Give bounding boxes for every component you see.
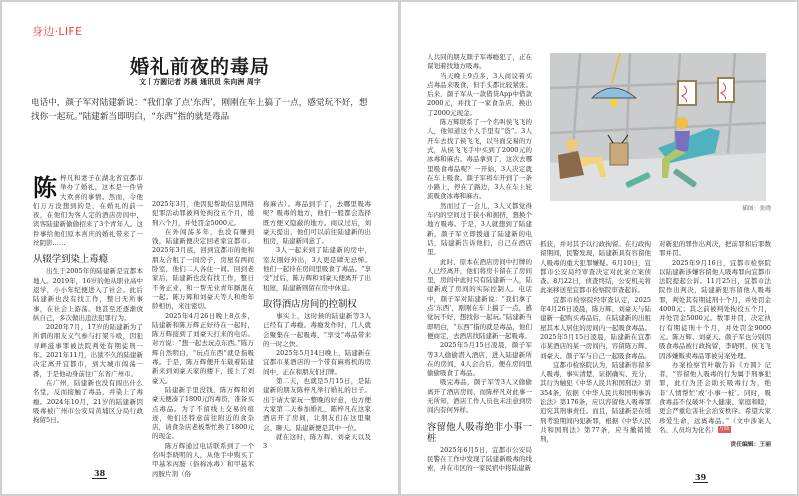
paragraph: 2025年5月14日晚上，陆建新在宜都市某酒店的一个带有麻将机的房间中，正在和朋友们打牌。 [263,349,371,376]
paragraph: 此时，原本在酒店房间中打牌的人已经离开，他们将房卡留在了房间里，房间中此时只有陆建新一人，陆建新成了房间的实际控制人。电话中，颜子军对陆建新说：“我们拿了点‘东西’，刚刚在车上搞了一点，感觉玩不好，想找你一起玩。”陆建新当即明白，“东西”指的就是毒品，他们便商定，去酒店找陆建新一起吸毒。 [427,257,532,340]
paragraph: 2025年4月26日晚上8点多，陆建新和陈万辉正好待在一起时，陈万辉接到了刘豪天打来的电话。对方说：“想一起去玩点东西。”陈万辉自然明白，“玩点东西”就是指吸毒。于是，陈万辉便开车载着陆建新来到刘豪天家的楼下，接上了刘豪天。 [152,311,254,385]
paragraph: 出生于2005年的陆建新是宜都本地人。2019年，16岁的他从职业高中退学，小小年纪便进入了社会。此后陆建新也没有找工作，整日无所事事，在社会上游荡。他甚至还逐渐放纵自己，多次做出违法犯罪行为。 [33,267,143,322]
section-heading: 取得酒店房间的控制权 [263,298,357,310]
paragraph: 人共同的朋友颜子军毒瘾犯了，正在谋划着找地方吸毒。 [427,53,532,71]
paragraph: 陆建新手里没钱，陈万辉和刘豪天便凑了1800元的毒资，准备买点毒品。为了不留线上交易的痕迹，他们还特意前往附近的食杂店，请食杂店老板帮忙换了1800元的现金。 [152,385,254,441]
paragraph: 2025年3月，他因犯帮助信息网络犯罪活动罪被判处拘役五个月，缓刑六个月，并处罚金5000元。 [152,200,254,227]
drop-cap: 陈 [33,174,57,202]
standfirst: 电话中，颜子军对陆建新说：“我们拿了点‘东西’，刚刚在车上搞了一点，感觉玩不好，想找你一起玩。”陆建新当即明白，“东西”指的就是毒品 [31,98,368,122]
left-page [2,2,398,494]
right-page [401,2,797,494]
picture-frame [678,81,696,105]
paragraph: 2020年7月，17岁的陆建新为了所谓的朋友义气参与打架斗殴，因犯寻衅滋事罪被法院判处有期徒刑一年。2021年11月，出狱不久的陆建新决定离开宜都市，到大城市闯荡一番，于是他动身前往广东省广州市。 [33,323,143,378]
paragraph: 事实上，这时候的陆建新等3人已经有了毒瘾。毒瘾发作时，几人就会聚集在一起吸毒，“享受”毒品带来的一时之快。 [263,311,371,348]
paragraph: 陈万辉联系了一个名叫侯飞飞的人，他知道这个人手里有“货”。3人开车去找了侯飞飞，以当面交易的方式，从侯飞飞手中买到了2000元的冰毒和麻古。毒品拿到了，这次去哪里吸食毒品呢？一开始，3人决定就在车上吸食。颜子军将车开到了一条小路上，停在了路边，3人在车上轮流吸食冰毒和麻古。 [427,118,532,201]
page-number: 39 [695,472,707,482]
seated-person-head [676,117,688,129]
paragraph: 3人一起来到了陆建新的房中，室友刚好外出，3人更是肆无忌惮。他们一起待在房间里吸食了毒品。“享受”过后，陈万辉和刘豪天便离开了出租屋，陆建新则留在房中休息。 [263,246,371,292]
right-column-2 [540,240,651,445]
right-column-3 [659,240,771,449]
left-column-1 [33,174,143,425]
end-mark: 方圆 [718,426,730,433]
paragraph: 然而过了一会儿，3人又都觉得车内的空间过于狭小和拥挤，想换个地方吸毒。于是，3人就想到了陆建新，颜子军立即拨通了陆建新的电话，陆建新告诉他们，自己在酒店里。 [427,201,532,257]
paragraph: 2025年6月5日，宜都市公安局民警在工作中发现了陆建新吸毒的线索，并在市区的一家民宿中将陆建新 [427,445,532,473]
lamp-bulb [610,99,618,107]
paragraph: 称麻古）。毒品到手了，去哪里吸毒呢？吸毒的地方，他们一般都会选择既方便又隐蔽的地方。商议过后，刘豪天提出，他们可以前往陆建新的出租房，陆建新同意了。 [263,200,371,246]
paragraph: 第二天，也就是5月15日，是陆建新的朋友陈梓凡举行婚礼的日子。出于请大家玩一整晚的好意，也方便大家第二天参加婚礼，陈梓凡在这家酒店开了房间，让朋友们在这里聚会、聊天。陆建新便是其中一位。 [263,377,371,432]
page-number: 38 [94,468,106,478]
paragraph: 吸完毒品，颜子军等3人又偷偷离开了酒店房间，而陈梓凡对此事一无所知，酒店工作人员也未注意到房间内有何异样。 [427,378,532,415]
picture-frame [718,78,734,102]
old-tv [610,143,628,165]
paragraph: 在外闯荡多年，也没有赚到钱，陆建新便决定回老家宜都市。2025年3月底，回到宜都市的他和朋友合租了一间房子，房屋有两间卧室，他们二人各住一间。回到老家后，陆建新也没有找工作，整日不务正业，和一帮无业青年厮混在一起。陈万辉和刘豪天等人和他年龄相仿，来往密切。 [152,227,254,311]
paragraph: 对新犯的罪作出判决，把前罪和后罪数罪并罚。 [659,240,771,258]
left-column-3 [263,200,371,451]
article-title: 婚礼前夜的毒局 [129,56,270,78]
paragraph: 2025年5月15日凌晨，颜子军等3人偷偷潜入酒店，进入陆建新所在的房间，4人会合后，便在房间里偷偷吸食了毒品。 [427,341,532,378]
paragraph: 陈梓凡和妻子在湖北省宜都市举办了婚礼，这本是一件皆大欢喜的事情。然而，令他们万万没想到的是，在婚礼的前一夜，在他们为客人定的酒店房间中，宾客陆建新偷偷招来了3个青年人。这件事给他们原本喜庆的婚礼带来了一丝阴影…… [33,174,143,248]
right-column-1 [427,53,532,473]
paragraph: 宜都市检察院经审查认定，2025年4月26日凌晨，陈万辉、刘豪天与陆建新一起购买毒品后，在陆建新的出租屋其本人居住的房间内一起吸食毒品。2025年5月15日凌晨，陆建新在宜都市某酒店的某一房间内，容留陈万辉、刘豪天、颜子军与自己一起吸食毒品。 [540,295,651,360]
paragraph: 抓获，并对其予以行政拘留。在行政拘留期间，民警发现，陆建新具有容留他人吸毒的重大犯罪嫌疑。6月10日，宜都市公安局经审查决定对此案立案侦查。8月22日，侦查终结，公安机关将此案移送至宜都市检察院审查起诉。 [540,240,651,295]
paragraph: 当天晚上9点多，3人商议着买点毒品来吸食，但手头都比较紧张。后来，颜子军从一款借贷App中借款2000元，并找了一家食杂店，换出了2000元现金。 [427,71,532,117]
byline: 文丨方圆记者 苏晨 通讯员 朱向洲 周宇 [139,77,261,86]
paragraph: 在广州，陆建新也没有闯出什么名堂，反而接触了毒品，并染上了毒瘾。2024年10月，21岁的陆建新因吸毒被广州市公安局黄埔区分局行政拘留5日。 [33,378,143,425]
left-column-2 [152,200,254,479]
section-heading: 从辍学到染上毒瘾 [33,254,109,266]
sitting-person-head [566,139,578,151]
paragraph: 办案检察官叶敏告诉《方圆》记者，“容留他人吸毒的行为属于刑事犯罪，此行为还会助长吸毒行为，绝非‘人情帮忙’或‘小事一桩’。同时，吸食毒品不仅破坏个人健康、家庭和睦，更会严重危害社会治安秩序。希望大家珍爱生命，远离毒品。”（文中涉案人名、人员均为化名）方圆 [659,360,772,434]
paragraph: 2025年9月16日，宜都市检察院以陆建新涉嫌容留他人吸毒罪向宜都市法院提起公诉。11月25日，宜都市法院作出判决，陆建新犯容留他人吸毒罪，判处其有期徒刑十个月，并处罚金4000元；其之前被判处拘役五个月，并处罚金5000元。数罪并罚，决定执行有期徒刑十个月，并处罚金9000元。陈万辉、刘豪天、颜子军也分别因吸食毒品被行政拘留，李晓明、侯飞飞因涉嫌贩卖毒品罪被另案处理。 [659,258,771,360]
paragraph: 陈万辉通过电话联系到了一个名叫李晓明的人，从他手中购买了甲基苯丙胺（俗称冰毒）和甲基苯丙胺片剂（俗 [152,441,254,478]
section-heading: 容留他人吸毒绝非小事一桩 [427,421,532,444]
note: （文中涉案人名、人员均为化名） [659,416,772,434]
illustration [550,53,766,201]
section-tag: 身边·LIFE [32,25,83,38]
paragraph: 就在这时，陈万辉、刘豪天以及3 [263,432,371,451]
illustration-caption: 插图：张晓 [742,206,771,212]
editor-credit: 责任编辑：王丽 [730,442,771,449]
paragraph: 宜都市检察院认为，陆建新容留多人吸毒，事实清楚，证据确实、充分，其行为触犯《中华人民共和国刑法》第354条，依据《中华人民共和国刑事诉讼法》第176条，应以容留他人吸毒罪追究其刑事责任。而且，陆建新是在缓刑考验期间内犯新罪，根据《中华人民共和国刑法》第77条，应当撤销缓刑， [540,360,651,444]
